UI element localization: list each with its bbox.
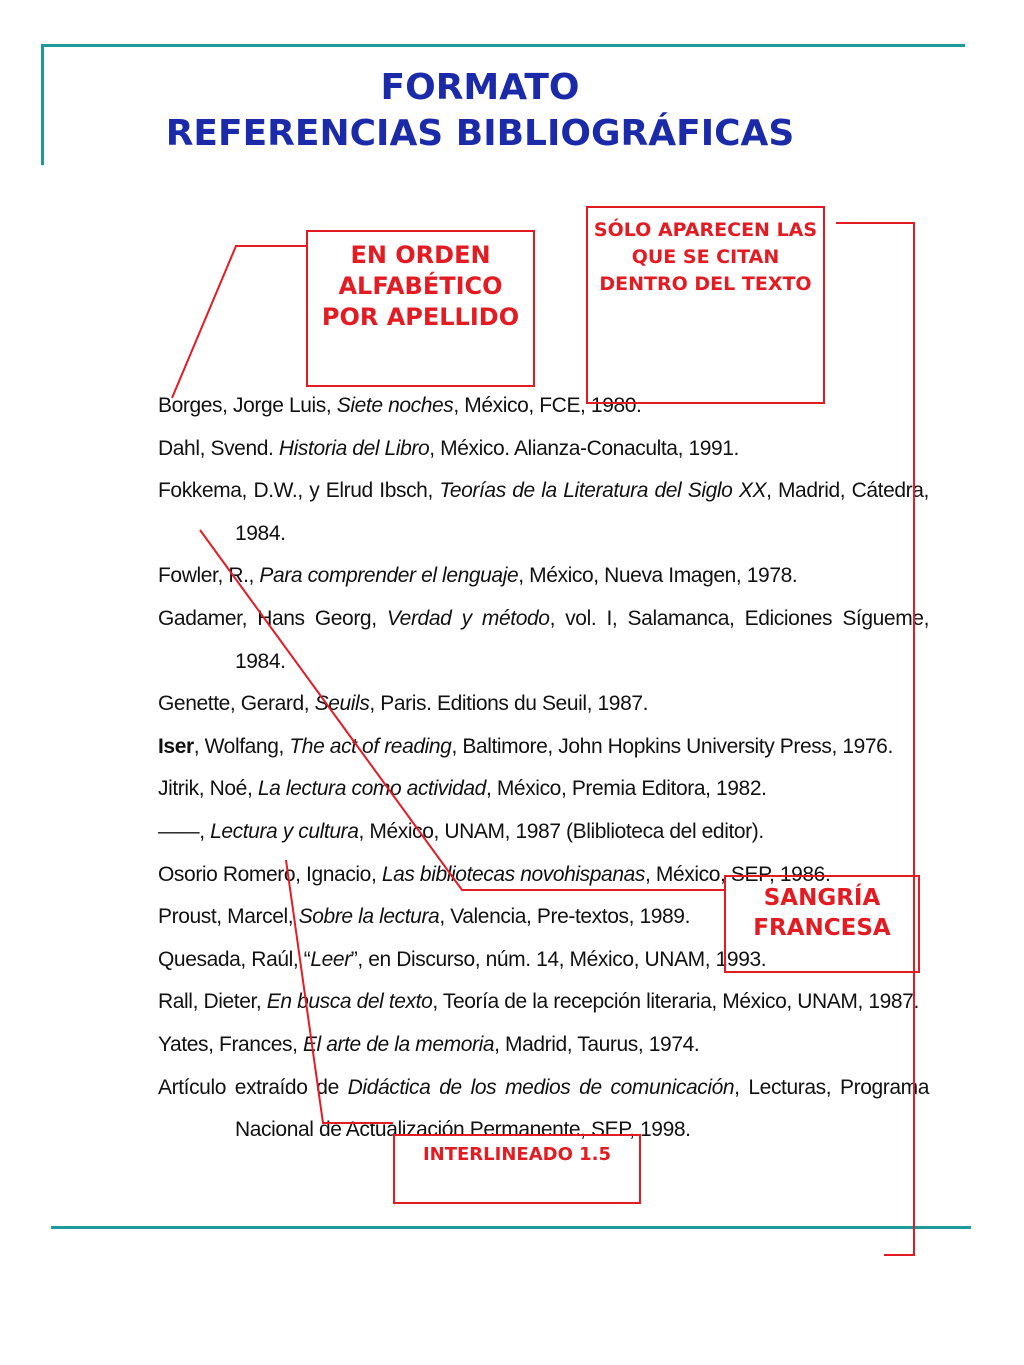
reference-text: Fokkema, D.W., y Elrud Ibsch, (158, 479, 440, 503)
reference-text: Gadamer, Hans Georg, (158, 606, 387, 630)
reference-text: Genette, Gerard, (158, 692, 315, 716)
callout-line-spacing: INTERLINEADO 1.5 (393, 1134, 641, 1204)
reference-title: La lectura como actividad (257, 777, 486, 801)
callout-only-cited: SÓLO APARECEN LAS QUE SE CITAN DENTRO DEL TEXTO (586, 206, 825, 404)
reference-title: Verdad y método (386, 606, 550, 630)
reference-text: , Valencia, Pre-textos, 1989. (439, 905, 690, 929)
reference-title: Siete noches (336, 394, 454, 417)
reference-title: Sobre la lectura (298, 905, 440, 929)
reference-title: Didáctica de los medios de comunicación (347, 1075, 735, 1099)
reference-title: Historia del Libro (278, 436, 430, 460)
reference-title: Leer (310, 947, 351, 971)
reference-text: , México, Premia Editora, 1982. (485, 777, 767, 801)
reference-text: , Madrid, Cátedra, 1984. (235, 479, 929, 545)
reference-title: Teorías de la Literatura del Siglo XX (439, 479, 767, 503)
reference-title: Seuils (314, 692, 370, 716)
reference-text: , Wolfang, (193, 734, 290, 758)
reference-text: , México. Alianza-Conaculta, 1991. (429, 436, 739, 460)
reference-text: , Paris. Editions du Seuil, 1987. (369, 692, 649, 716)
connector-orden (172, 246, 306, 398)
reference-title: Para comprender el lenguaje (259, 564, 519, 588)
reference-text: , México, FCE, 1980. (453, 394, 642, 417)
reference-text: , Lecturas, Programa Nacional de Actualización Permanente, SEP, 1998. (235, 1075, 929, 1142)
reference-text: Rall, Dieter, (158, 990, 267, 1014)
title-line-1: FORMATO (380, 67, 580, 108)
reference-text: Osorio Romero, Ignacio, (158, 862, 382, 886)
reference-text: Jitrik, Noé, (158, 777, 258, 801)
reference-text: Borges, Jorge Luis, (158, 394, 337, 417)
reference-text: Proust, Marcel, (158, 905, 299, 929)
reference-text: , Madrid, Taurus, 1974. (494, 1032, 700, 1056)
callout-alphabetical-order: EN ORDEN ALFABÉTICO POR APELLIDO (306, 230, 535, 387)
reference-text: ”, en Discurso, núm. 14, México, UNAM, 1993. (350, 947, 767, 971)
reference-text: , Teoría de la recepción literaria, México, UNAM, 1987. (432, 990, 919, 1014)
reference-text: Quesada, Raúl, “ (158, 947, 311, 971)
reference-text: , vol. I, Salamanca, Ediciones Sígueme, 1984. (235, 606, 930, 673)
reference-title: Las bibliotecas novohispanas (381, 862, 645, 886)
connector-interlineado (286, 860, 393, 1123)
reference-text: Yates, Frances, (158, 1032, 303, 1056)
bracket-solo (836, 223, 914, 1255)
reference-title: En busca del texto (266, 990, 433, 1014)
reference-text: , México, SEP, 1986. (645, 862, 831, 886)
reference-text: Fowler, R., (158, 564, 260, 588)
reference-text: Artículo extraído de (158, 1075, 348, 1099)
callout-hanging-indent: SANGRÍA FRANCESA (724, 875, 920, 973)
reference-text: , Baltimore, John Hopkins University Press, 1976. (451, 734, 893, 758)
title-line-2: REFERENCIAS BIBLIOGRÁFICAS (165, 113, 795, 154)
reference-text: , México, UNAM, 1987 (Bliblioteca del editor). (358, 819, 764, 843)
reference-text: , México, Nueva Imagen, 1978. (518, 564, 798, 588)
reference-text: ——, (158, 819, 211, 843)
connector-sangria (200, 530, 724, 890)
reference-title: Lectura y cultura (210, 819, 359, 843)
reference-title: El arte de la memoria (302, 1032, 495, 1056)
reference-title: The act of reading (289, 734, 452, 758)
reference-author-bold: Iser (158, 734, 194, 758)
reference-text: Dahl, Svend. (158, 436, 279, 460)
